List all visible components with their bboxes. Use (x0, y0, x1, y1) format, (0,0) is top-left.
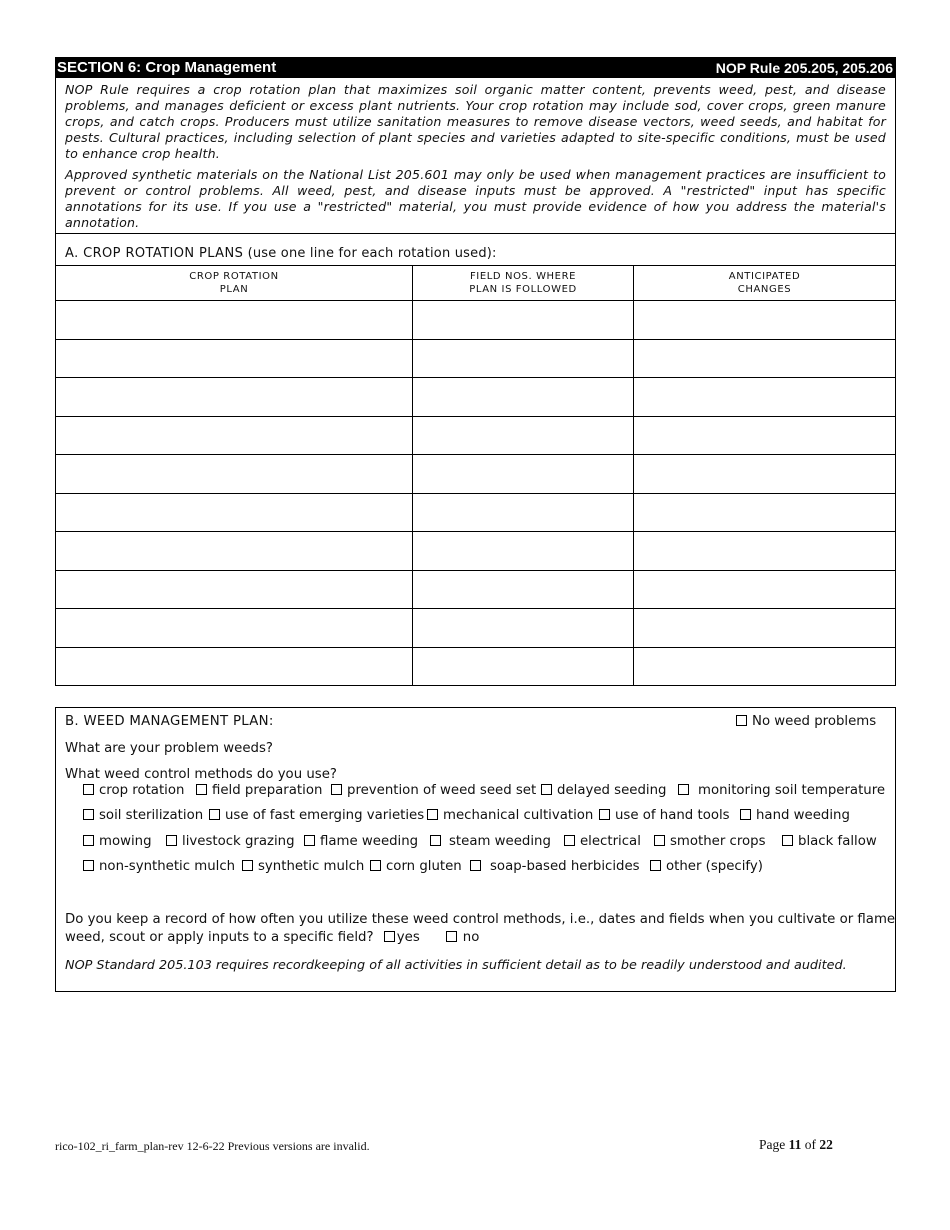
option-crop-rotation (83, 783, 184, 798)
option-flame-weeding (304, 834, 418, 849)
weed-plan-title: B. WEED MANAGEMENT PLAN: (65, 714, 274, 729)
table-row (56, 570, 896, 609)
intro-paragraph-1: NOP Rule requires a crop rotation plan that maximizes soil organic matter content, prevents weed, pest, and disease problems, and manages deficient or excess plant nutrients. Your crop rotation may include sod, cover crops, green manure crops, and catch crops. Producers must utilize sanitation measures to remove disease vectors, weed seeds, and habitat for pests. Cultural practices, including selection of plant species and varieties adapted to site-specific conditions, must be used to enhance crop health. (65, 82, 886, 161)
field-nos-cell[interactable] (413, 378, 634, 417)
option-use-of-hand-tools (599, 808, 730, 823)
rotation-plan-cell[interactable] (56, 532, 413, 571)
field-nos-cell[interactable] (413, 570, 634, 609)
checkbox[interactable] (331, 784, 342, 795)
checkbox[interactable] (650, 860, 661, 871)
option-monitoring-soil-temperature (678, 783, 885, 798)
checkbox[interactable] (654, 835, 665, 846)
control-methods-question: What weed control methods do you use? (65, 767, 337, 782)
no-weed-problems-option (736, 714, 876, 729)
field-nos-cell[interactable] (413, 455, 634, 494)
table-row (56, 339, 896, 378)
intro-box (55, 78, 896, 234)
weed-management-section (55, 707, 896, 992)
table-row (56, 532, 896, 571)
option-delayed-seeding (541, 783, 666, 798)
option-steam-weeding (430, 834, 551, 849)
checkbox[interactable] (678, 784, 689, 795)
option-electrical (564, 834, 641, 849)
option-mechanical-cultivation (427, 808, 593, 823)
col1-line1: CROP ROTATION (189, 271, 279, 282)
changes-cell[interactable] (634, 378, 896, 417)
option-mowing (83, 834, 152, 849)
col3-line1: ANTICIPATED (728, 271, 801, 282)
option-label: delayed seeding (557, 783, 667, 798)
intro-paragraph-2: Approved synthetic materials on the National List 205.601 may only be used when management practices are insufficient to prevent or control problems. All weed, pest, and disease inputs must be approved. A "restricted" input has specific annotations for its use. If you use a "restricted" material, you must provide evidence of how you address the material's annotation. (65, 167, 886, 230)
checkbox[interactable] (599, 809, 610, 820)
changes-cell[interactable] (634, 493, 896, 532)
section-header (55, 57, 896, 78)
table-row (56, 416, 896, 455)
record-yes-label: yes (396, 930, 420, 945)
crop-rotation-section (55, 234, 896, 686)
rotation-plan-cell[interactable] (56, 570, 413, 609)
table-row (56, 647, 896, 686)
crop-rotation-note: (use one line for each rotation used): (247, 246, 497, 261)
col-crop-rotation-plan (56, 266, 413, 301)
option-label: field preparation (212, 783, 323, 798)
checkbox[interactable] (541, 784, 552, 795)
option-label: corn gluten (386, 859, 462, 874)
option-label: electrical (580, 834, 641, 849)
option-synthetic-mulch (242, 859, 364, 874)
option-label: crop rotation (99, 783, 185, 798)
record-yes-checkbox[interactable] (384, 931, 395, 942)
checkbox[interactable] (564, 835, 575, 846)
option-label: soil sterilization (99, 808, 204, 823)
checkbox[interactable] (83, 809, 94, 820)
crop-rotation-title (65, 246, 497, 261)
crop-rotation-heading: A. CROP ROTATION PLANS (65, 246, 244, 261)
field-nos-cell[interactable] (413, 416, 634, 455)
record-no-label: no (462, 930, 480, 945)
page-current: 11 (788, 1137, 802, 1152)
checkbox[interactable] (166, 835, 177, 846)
checkbox[interactable] (304, 835, 315, 846)
col3-line2: CHANGES (737, 284, 792, 295)
table-row (56, 609, 896, 648)
rotation-plan-cell[interactable] (56, 339, 413, 378)
option-label: soap-based herbicides (490, 859, 640, 874)
rotation-plan-cell[interactable] (56, 647, 413, 686)
changes-cell[interactable] (634, 301, 896, 340)
checkbox[interactable] (196, 784, 207, 795)
checkbox[interactable] (470, 860, 481, 871)
field-nos-cell[interactable] (413, 493, 634, 532)
option-black-fallow (782, 834, 877, 849)
rotation-plan-cell[interactable] (56, 493, 413, 532)
field-nos-cell[interactable] (413, 647, 634, 686)
field-nos-cell[interactable] (413, 609, 634, 648)
changes-cell[interactable] (634, 339, 896, 378)
option-label: monitoring soil temperature (698, 783, 886, 798)
field-nos-cell[interactable] (413, 301, 634, 340)
rotation-plan-cell[interactable] (56, 455, 413, 494)
table-row (56, 378, 896, 417)
record-question-text: weed, scout or apply inputs to a specific field? (65, 930, 374, 945)
field-nos-cell[interactable] (413, 532, 634, 571)
changes-cell[interactable] (634, 609, 896, 648)
crop-rotation-table (55, 265, 896, 686)
checkbox[interactable] (740, 809, 751, 820)
option-label: mechanical cultivation (443, 808, 594, 823)
option-label: other (specify) (666, 859, 763, 874)
col-field-nos (413, 266, 634, 301)
footer-form-id: rico-102_ri_farm_plan-rev 12-6-22 Previous versions are invalid. (55, 1139, 370, 1153)
rotation-plan-cell[interactable] (56, 378, 413, 417)
option-label: livestock grazing (182, 834, 295, 849)
table-row (56, 455, 896, 494)
col1-line2: PLAN (219, 284, 249, 295)
page-of: of (804, 1137, 817, 1152)
checkbox[interactable] (427, 809, 438, 820)
option-label: use of fast emerging varieties (225, 808, 425, 823)
col2-line1: FIELD NOS. WHERE (469, 271, 577, 282)
record-no-checkbox[interactable] (446, 931, 457, 942)
option-label: hand weeding (756, 808, 850, 823)
option-corn-gluten (370, 859, 462, 874)
checkbox[interactable] (83, 860, 94, 871)
option-other-specify (650, 859, 763, 874)
option-label: black fallow (798, 834, 877, 849)
option-prevention-weed-seed-set (331, 783, 536, 798)
option-label: mowing (99, 834, 152, 849)
option-label: use of hand tools (615, 808, 730, 823)
changes-cell[interactable] (634, 532, 896, 571)
col2-line2: PLAN IS FOLLOWED (469, 284, 577, 295)
col-anticipated-changes (634, 266, 896, 301)
option-livestock-grazing (166, 834, 295, 849)
option-soil-sterilization (83, 808, 203, 823)
page-label: Page (759, 1137, 786, 1152)
option-label: non-synthetic mulch (99, 859, 236, 874)
table-row (56, 301, 896, 340)
record-question-line2 (65, 930, 479, 945)
option-label: steam weeding (449, 834, 551, 849)
checkbox[interactable] (83, 784, 94, 795)
checkbox[interactable] (83, 835, 94, 846)
option-smother-crops (654, 834, 766, 849)
option-field-preparation (196, 783, 322, 798)
checkbox[interactable] (209, 809, 220, 820)
section-rule: NOP Rule 205.205, 205.206 (715, 60, 893, 76)
changes-cell[interactable] (634, 647, 896, 686)
checkbox[interactable] (782, 835, 793, 846)
checkbox[interactable] (430, 835, 441, 846)
no-weed-problems-checkbox[interactable] (736, 715, 747, 726)
table-row (56, 493, 896, 532)
changes-cell[interactable] (634, 455, 896, 494)
no-weed-problems-label: No weed problems (752, 714, 877, 729)
rotation-plan-cell[interactable] (56, 416, 413, 455)
footer-page-number (759, 1137, 833, 1153)
option-label: flame weeding (320, 834, 419, 849)
changes-cell[interactable] (634, 570, 896, 609)
option-non-synthetic-mulch (83, 859, 235, 874)
option-label: synthetic mulch (258, 859, 365, 874)
checkbox[interactable] (370, 860, 381, 871)
rotation-plan-cell[interactable] (56, 301, 413, 340)
page-total: 22 (819, 1137, 833, 1152)
option-label: prevention of weed seed set (347, 783, 537, 798)
recordkeeping-standard-note: NOP Standard 205.103 requires recordkeeping of all activities in sufficient detail as to be readily understood and audited. (65, 958, 847, 973)
option-soap-based-herbicides (470, 859, 640, 874)
changes-cell[interactable] (634, 416, 896, 455)
checkbox[interactable] (242, 860, 253, 871)
rotation-plan-cell[interactable] (56, 609, 413, 648)
record-question-line1: Do you keep a record of how often you utilize these weed control methods, i.e., dates and fields when you cultivate or flame (65, 912, 896, 927)
section-title: SECTION 6: Crop Management (57, 59, 277, 76)
option-hand-weeding (740, 808, 850, 823)
problem-weeds-question: What are your problem weeds? (65, 741, 273, 756)
field-nos-cell[interactable] (413, 339, 634, 378)
option-label: smother crops (670, 834, 766, 849)
option-fast-emerging-varieties (209, 808, 424, 823)
